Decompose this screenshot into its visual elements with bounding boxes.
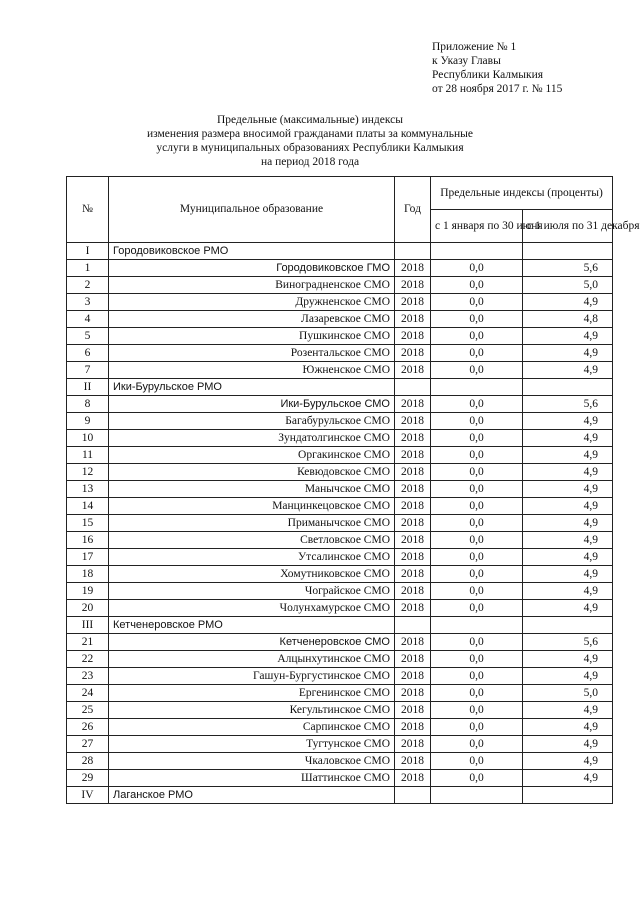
municipality-name: Зундатолгинское СМО bbox=[109, 430, 395, 447]
value-jan-jun: 0,0 bbox=[431, 345, 523, 362]
municipality-name: Приманычское СМО bbox=[109, 515, 395, 532]
municipality-name: Ики-Бурульское СМО bbox=[109, 396, 395, 413]
year-cell: 2018 bbox=[395, 668, 431, 685]
value-jan-jun: 0,0 bbox=[431, 328, 523, 345]
value-cell bbox=[523, 243, 613, 260]
municipality-name: Чкаловское СМО bbox=[109, 753, 395, 770]
section-name: Лаганское РМО bbox=[109, 787, 395, 804]
municipality-name: Сарпинское СМО bbox=[109, 719, 395, 736]
value-cell bbox=[431, 379, 523, 396]
value-jul-dec: 4,9 bbox=[523, 345, 613, 362]
table-row bbox=[67, 532, 613, 549]
value-jan-jun: 0,0 bbox=[431, 447, 523, 464]
section-name: Ики-Бурульское РМО bbox=[109, 379, 395, 396]
value-cell bbox=[431, 787, 523, 804]
appendix-line: к Указу Главы bbox=[432, 55, 501, 67]
value-jul-dec: 4,9 bbox=[523, 736, 613, 753]
header-period2: с 1 июля по 31 декабря bbox=[523, 210, 613, 243]
value-jul-dec: 4,9 bbox=[523, 464, 613, 481]
appendix-line: Приложение № 1 bbox=[432, 41, 517, 53]
year-cell: 2018 bbox=[395, 362, 431, 379]
table-row bbox=[67, 481, 613, 498]
row-number: 24 bbox=[67, 685, 109, 702]
municipality-name: Дружненское СМО bbox=[109, 294, 395, 311]
table-row bbox=[67, 413, 613, 430]
value-jul-dec: 4,9 bbox=[523, 566, 613, 583]
row-number: 23 bbox=[67, 668, 109, 685]
value-jan-jun: 0,0 bbox=[431, 515, 523, 532]
row-number: 16 bbox=[67, 532, 109, 549]
value-jan-jun: 0,0 bbox=[431, 430, 523, 447]
value-jul-dec: 5,0 bbox=[523, 277, 613, 294]
table-row bbox=[67, 362, 613, 379]
row-number: 20 bbox=[67, 600, 109, 617]
year-cell: 2018 bbox=[395, 685, 431, 702]
header-indices: Предельные индексы (проценты) bbox=[431, 177, 613, 210]
title-line: услуги в муниципальных образованиях Республики Калмыкия bbox=[156, 142, 464, 154]
table-row bbox=[67, 634, 613, 651]
municipality-name: Манычское СМО bbox=[109, 481, 395, 498]
value-jan-jun: 0,0 bbox=[431, 413, 523, 430]
municipality-name: Виноградненское СМО bbox=[109, 277, 395, 294]
year-cell: 2018 bbox=[395, 736, 431, 753]
table-row bbox=[67, 600, 613, 617]
table-row bbox=[67, 583, 613, 600]
row-number: 26 bbox=[67, 719, 109, 736]
value-jul-dec: 4,9 bbox=[523, 294, 613, 311]
value-jul-dec: 4,9 bbox=[523, 583, 613, 600]
year-cell bbox=[395, 379, 431, 396]
row-number: 9 bbox=[67, 413, 109, 430]
municipality-name: Южненское СМО bbox=[109, 362, 395, 379]
municipality-name: Чолунхамурское СМО bbox=[109, 600, 395, 617]
year-cell: 2018 bbox=[395, 634, 431, 651]
year-cell: 2018 bbox=[395, 447, 431, 464]
value-jul-dec: 5,0 bbox=[523, 685, 613, 702]
header-num: № bbox=[67, 177, 109, 243]
year-cell: 2018 bbox=[395, 277, 431, 294]
table-row bbox=[67, 311, 613, 328]
row-number: 8 bbox=[67, 396, 109, 413]
year-cell: 2018 bbox=[395, 753, 431, 770]
row-number: IV bbox=[67, 787, 109, 804]
row-number: 11 bbox=[67, 447, 109, 464]
row-number: II bbox=[67, 379, 109, 396]
header-name: Муниципальное образование bbox=[109, 177, 395, 243]
value-jul-dec: 4,9 bbox=[523, 532, 613, 549]
value-jul-dec: 4,9 bbox=[523, 447, 613, 464]
row-number: 6 bbox=[67, 345, 109, 362]
year-cell: 2018 bbox=[395, 396, 431, 413]
header-period1: с 1 января по 30 июня bbox=[431, 210, 523, 243]
section-row bbox=[67, 617, 613, 634]
municipality-name: Лазаревское СМО bbox=[109, 311, 395, 328]
value-jan-jun: 0,0 bbox=[431, 702, 523, 719]
row-number: 3 bbox=[67, 294, 109, 311]
value-jul-dec: 4,9 bbox=[523, 430, 613, 447]
year-cell: 2018 bbox=[395, 651, 431, 668]
row-number: 5 bbox=[67, 328, 109, 345]
value-cell bbox=[431, 617, 523, 634]
value-jul-dec: 4,9 bbox=[523, 362, 613, 379]
indices-table bbox=[66, 176, 640, 804]
year-cell: 2018 bbox=[395, 481, 431, 498]
appendix-line: от 28 ноября 2017 г. № 115 bbox=[432, 83, 563, 95]
year-cell: 2018 bbox=[395, 770, 431, 787]
table-row bbox=[67, 549, 613, 566]
value-jan-jun: 0,0 bbox=[431, 583, 523, 600]
municipality-name: Кетченеровское СМО bbox=[109, 634, 395, 651]
table-row bbox=[67, 668, 613, 685]
table-row bbox=[67, 651, 613, 668]
year-cell: 2018 bbox=[395, 532, 431, 549]
value-jul-dec: 4,9 bbox=[523, 515, 613, 532]
value-jan-jun: 0,0 bbox=[431, 753, 523, 770]
municipality-name: Светловское СМО bbox=[109, 532, 395, 549]
value-jul-dec: 4,9 bbox=[523, 498, 613, 515]
row-number: 14 bbox=[67, 498, 109, 515]
value-cell bbox=[431, 243, 523, 260]
table-row bbox=[67, 498, 613, 515]
value-jan-jun: 0,0 bbox=[431, 736, 523, 753]
year-cell: 2018 bbox=[395, 413, 431, 430]
value-jan-jun: 0,0 bbox=[431, 668, 523, 685]
value-jul-dec: 4,9 bbox=[523, 549, 613, 566]
value-jan-jun: 0,0 bbox=[431, 498, 523, 515]
value-jul-dec: 4,9 bbox=[523, 600, 613, 617]
value-jul-dec: 4,9 bbox=[523, 481, 613, 498]
value-jul-dec: 5,6 bbox=[523, 260, 613, 277]
row-number: 25 bbox=[67, 702, 109, 719]
document-title bbox=[100, 113, 520, 169]
title-line: изменения размера вносимой гражданами платы за коммунальные bbox=[147, 128, 473, 140]
row-number: 29 bbox=[67, 770, 109, 787]
municipality-name: Ергенинское СМО bbox=[109, 685, 395, 702]
table-row bbox=[67, 566, 613, 583]
row-number: III bbox=[67, 617, 109, 634]
table-row bbox=[67, 294, 613, 311]
municipality-name: Чограйское СМО bbox=[109, 583, 395, 600]
row-number: 7 bbox=[67, 362, 109, 379]
row-number: 12 bbox=[67, 464, 109, 481]
value-jan-jun: 0,0 bbox=[431, 719, 523, 736]
municipality-name: Алцынхутинское СМО bbox=[109, 651, 395, 668]
value-jan-jun: 0,0 bbox=[431, 532, 523, 549]
year-cell: 2018 bbox=[395, 566, 431, 583]
table-row bbox=[67, 260, 613, 277]
table-row bbox=[67, 736, 613, 753]
row-number: 21 bbox=[67, 634, 109, 651]
row-number: 17 bbox=[67, 549, 109, 566]
municipality-name: Хомутниковское СМО bbox=[109, 566, 395, 583]
value-jul-dec: 4,8 bbox=[523, 311, 613, 328]
table-row bbox=[67, 719, 613, 736]
value-jan-jun: 0,0 bbox=[431, 294, 523, 311]
section-name: Кетченеровское РМО bbox=[109, 617, 395, 634]
title-line: на период 2018 года bbox=[260, 156, 360, 168]
row-number: 19 bbox=[67, 583, 109, 600]
value-jul-dec: 4,9 bbox=[523, 328, 613, 345]
appendix-block bbox=[432, 40, 562, 96]
year-cell: 2018 bbox=[395, 515, 431, 532]
municipality-name: Манцинкецовское СМО bbox=[109, 498, 395, 515]
year-cell: 2018 bbox=[395, 549, 431, 566]
value-jan-jun: 0,0 bbox=[431, 260, 523, 277]
value-jan-jun: 0,0 bbox=[431, 685, 523, 702]
row-number: 1 bbox=[67, 260, 109, 277]
value-cell bbox=[523, 379, 613, 396]
year-cell: 2018 bbox=[395, 260, 431, 277]
year-cell: 2018 bbox=[395, 583, 431, 600]
municipality-name: Шаттинское СМО bbox=[109, 770, 395, 787]
row-number: 4 bbox=[67, 311, 109, 328]
value-jan-jun: 0,0 bbox=[431, 396, 523, 413]
title-line: Предельные (максимальные) индексы bbox=[217, 114, 403, 126]
municipality-name: Гашун-Бургустинское СМО bbox=[109, 668, 395, 685]
value-jul-dec: 4,9 bbox=[523, 651, 613, 668]
year-cell: 2018 bbox=[395, 464, 431, 481]
municipality-name: Багабурульское СМО bbox=[109, 413, 395, 430]
row-number: 13 bbox=[67, 481, 109, 498]
municipality-name: Городовиковское ГМО bbox=[109, 260, 395, 277]
value-jan-jun: 0,0 bbox=[431, 362, 523, 379]
year-cell bbox=[395, 243, 431, 260]
municipality-name: Оргакинское СМО bbox=[109, 447, 395, 464]
table-row bbox=[67, 345, 613, 362]
appendix-line: Республики Калмыкия bbox=[432, 69, 544, 81]
table-row bbox=[67, 328, 613, 345]
value-cell bbox=[523, 787, 613, 804]
value-jul-dec: 5,6 bbox=[523, 396, 613, 413]
year-cell bbox=[395, 617, 431, 634]
year-cell: 2018 bbox=[395, 600, 431, 617]
year-cell: 2018 bbox=[395, 430, 431, 447]
municipality-name: Кегультинское СМО bbox=[109, 702, 395, 719]
section-name: Городовиковское РМО bbox=[109, 243, 395, 260]
value-jan-jun: 0,0 bbox=[431, 566, 523, 583]
table-row bbox=[67, 430, 613, 447]
value-jan-jun: 0,0 bbox=[431, 549, 523, 566]
value-jan-jun: 0,0 bbox=[431, 481, 523, 498]
table-row bbox=[67, 702, 613, 719]
table-row bbox=[67, 396, 613, 413]
header-row bbox=[67, 177, 613, 210]
municipality-name: Утсалинское СМО bbox=[109, 549, 395, 566]
year-cell bbox=[395, 787, 431, 804]
year-cell: 2018 bbox=[395, 719, 431, 736]
section-row bbox=[67, 379, 613, 396]
value-jan-jun: 0,0 bbox=[431, 770, 523, 787]
row-number: 18 bbox=[67, 566, 109, 583]
row-number: 2 bbox=[67, 277, 109, 294]
value-jan-jun: 0,0 bbox=[431, 651, 523, 668]
value-jan-jun: 0,0 bbox=[431, 277, 523, 294]
table-row bbox=[67, 770, 613, 787]
year-cell: 2018 bbox=[395, 345, 431, 362]
year-cell: 2018 bbox=[395, 498, 431, 515]
section-row bbox=[67, 243, 613, 260]
year-cell: 2018 bbox=[395, 311, 431, 328]
header-year: Год bbox=[395, 177, 431, 243]
row-number: 10 bbox=[67, 430, 109, 447]
table-row bbox=[67, 685, 613, 702]
year-cell: 2018 bbox=[395, 294, 431, 311]
row-number: 28 bbox=[67, 753, 109, 770]
table-row bbox=[67, 464, 613, 481]
municipality-name: Тугтунское СМО bbox=[109, 736, 395, 753]
value-jul-dec: 4,9 bbox=[523, 702, 613, 719]
row-number: 22 bbox=[67, 651, 109, 668]
value-jul-dec: 4,9 bbox=[523, 413, 613, 430]
value-jan-jun: 0,0 bbox=[431, 634, 523, 651]
table-row bbox=[67, 515, 613, 532]
section-row bbox=[67, 787, 613, 804]
value-jul-dec: 4,9 bbox=[523, 668, 613, 685]
value-jan-jun: 0,0 bbox=[431, 600, 523, 617]
municipality-name: Пушкинское СМО bbox=[109, 328, 395, 345]
value-jul-dec: 4,9 bbox=[523, 770, 613, 787]
municipality-name: Кевюдовское СМО bbox=[109, 464, 395, 481]
year-cell: 2018 bbox=[395, 328, 431, 345]
municipality-name: Розентальское СМО bbox=[109, 345, 395, 362]
value-jul-dec: 5,6 bbox=[523, 634, 613, 651]
year-cell: 2018 bbox=[395, 702, 431, 719]
table-row bbox=[67, 277, 613, 294]
row-number: 27 bbox=[67, 736, 109, 753]
value-cell bbox=[523, 617, 613, 634]
table-row bbox=[67, 447, 613, 464]
value-jan-jun: 0,0 bbox=[431, 464, 523, 481]
table-row bbox=[67, 753, 613, 770]
value-jul-dec: 4,9 bbox=[523, 719, 613, 736]
row-number: I bbox=[67, 243, 109, 260]
value-jul-dec: 4,9 bbox=[523, 753, 613, 770]
value-jan-jun: 0,0 bbox=[431, 311, 523, 328]
row-number: 15 bbox=[67, 515, 109, 532]
